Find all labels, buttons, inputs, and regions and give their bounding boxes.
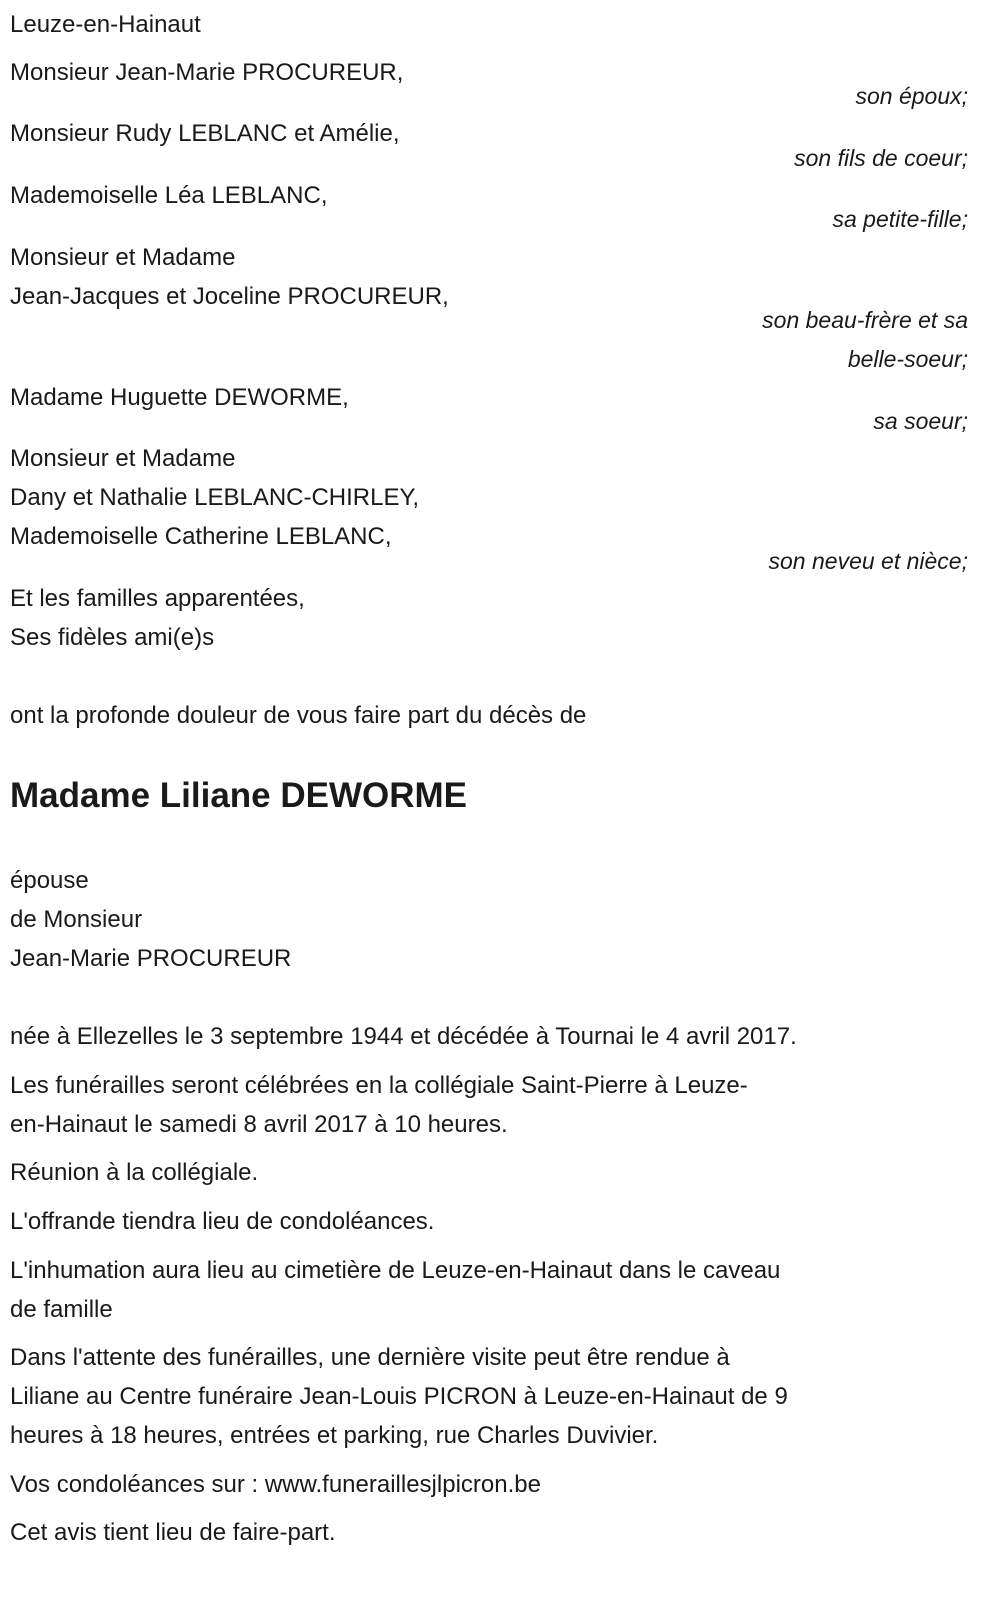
family-name: Ses fidèles ami(e)s [10,624,215,651]
birth-death: née à Ellezelles le 3 septembre 1944 et décédée à Tournai le 4 avril 2017. [10,1023,797,1050]
funeral-info: en-Hainaut le samedi 8 avril 2017 à 10 heures. [10,1111,508,1138]
family-name: Et les familles apparentées, [10,585,305,612]
family-name: Monsieur Rudy LEBLANC et Amélie, [10,120,400,147]
family-name: Monsieur et Madame [10,445,236,472]
spouse-line: de Monsieur [10,906,143,933]
visit-info: Dans l'attente des funérailles, une dernière visite peut être rendue à [10,1344,730,1371]
city: Leuze-en-Hainaut [10,11,201,38]
family-relation: sa soeur; [873,408,968,434]
family-name: Mademoiselle Catherine LEBLANC, [10,523,392,550]
offering-info: L'offrande tiendra lieu de condoléances. [10,1208,435,1235]
burial-info: de famille [10,1296,113,1323]
family-name: Monsieur et Madame [10,244,236,271]
family-name: Mademoiselle Léa LEBLANC, [10,182,328,209]
deceased-name: Madame Liliane DEWORME [10,776,468,815]
family-relation: belle-soeur; [847,346,968,372]
family-relation: son neveu et nièce; [768,548,968,574]
family-name: Madame Huguette DEWORME, [10,384,349,411]
announcement: ont la profonde douleur de vous faire part du décès de [10,702,587,729]
family-name: Jean-Jacques et Joceline PROCUREUR, [10,283,449,310]
family-relation: son fils de coeur; [794,145,968,171]
family-relation: son beau-frère et sa [762,307,968,333]
burial-info: L'inhumation aura lieu au cimetière de Leuze-en-Hainaut dans le caveau [10,1257,781,1284]
family-relation: sa petite-fille; [832,206,968,232]
funeral-info: Les funérailles seront célébrées en la collégiale Saint-Pierre à Leuze- [10,1072,748,1099]
spouse-line: Jean-Marie PROCUREUR [10,945,292,972]
condolences-link[interactable]: Vos condoléances sur : www.funeraillesjlpicron.be [10,1471,541,1498]
meeting-info: Réunion à la collégiale. [10,1159,259,1186]
family-relation: son époux; [855,83,968,109]
family-name: Monsieur Jean-Marie PROCUREUR, [10,59,404,86]
visit-info: heures à 18 heures, entrées et parking, rue Charles Duvivier. [10,1422,659,1449]
spouse-line: épouse [10,867,89,894]
visit-info: Liliane au Centre funéraire Jean-Louis PICRON à Leuze-en-Hainaut de 9 [10,1383,788,1410]
family-name: Dany et Nathalie LEBLANC-CHIRLEY, [10,484,420,511]
closing-note: Cet avis tient lieu de faire-part. [10,1519,336,1546]
